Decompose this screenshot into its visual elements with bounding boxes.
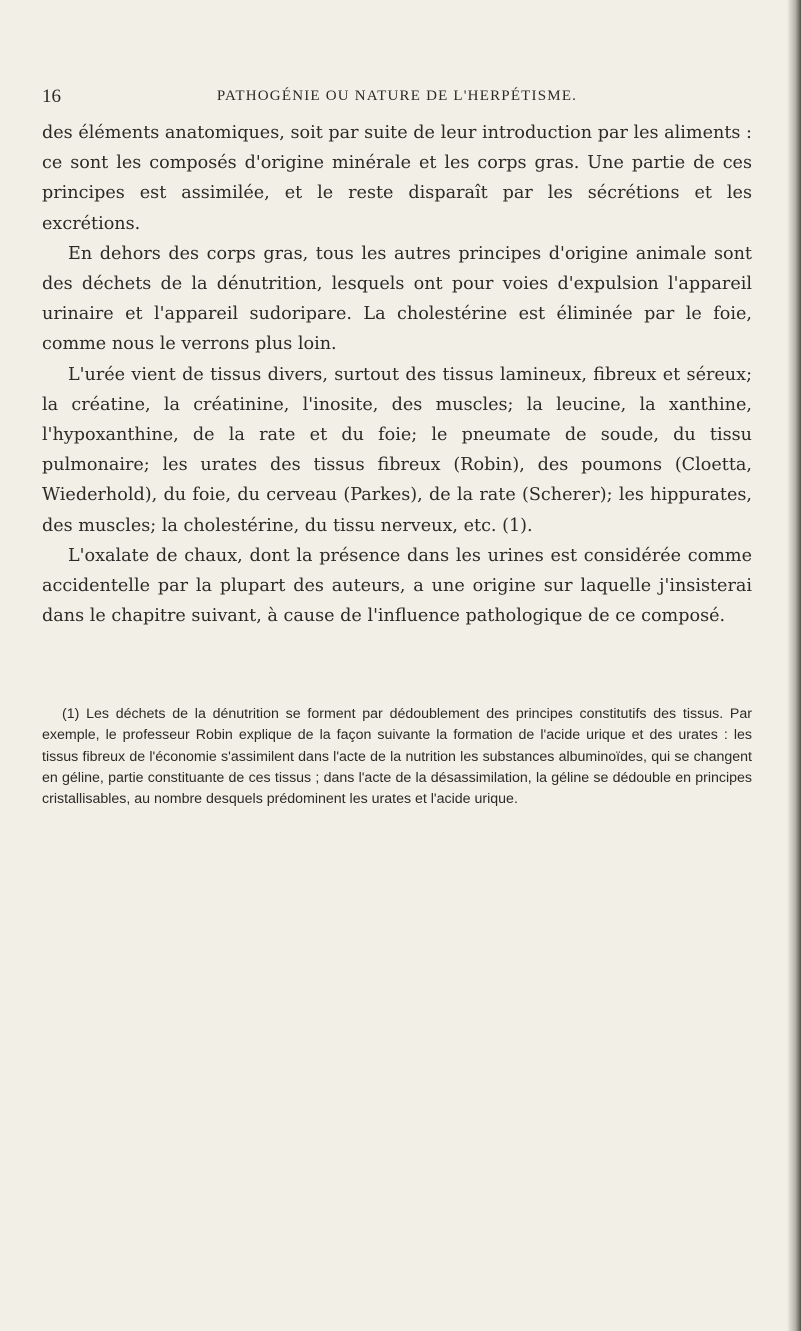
paragraph: L'urée vient de tissus divers, surtout des tissus lamineux, fibreux et séreux; la créatine, la créatinine, l'inosite, des muscles; la leucine, la xanthine, l'hypoxanthine, de la rate et du foie; le pneumate de soude, du tissu pulmonaire; les urates des tissus fibreux (Robin), des poumons (Cloetta, Wiederhold), du foie, du cerveau (Parkes), de la rate (Scherer); les hippurates, des muscles; la cholestérine, du tissu nerveux, etc. (1). — [42, 364, 752, 536]
running-title: PATHOGÉNIE OU NATURE DE L'HERPÉTISME. — [216, 88, 578, 104]
body-text — [42, 118, 752, 631]
footnotes — [42, 704, 752, 810]
footnote: (1) Les déchets de la dénutrition se forment par dédoublement des principes constitutifs des tissus. Par exemple, le professeur Robin explique de la façon suivante la formation de l'acide urique et des urates : les tissus fibreux de l'économie s'assimilent dans l'acte de la nutrition les substances albuminoïdes, qui se changent en géline, partie constituante de ces tissus ; dans l'acte de la désassimilation, la géline se dédouble en principes cristallisables, au nombre desquels prédominent les urates et l'acide urique. — [42, 706, 752, 808]
page-number: 16 — [42, 86, 61, 107]
paragraph: En dehors des corps gras, tous les autres principes d'origine animale sont des déchets de la dénutrition, lesquels ont pour voies d'expulsion l'appareil urinaire et l'appareil sudoripare. La cholestérine est éliminée par le foie, comme nous le verrons plus loin. — [42, 243, 752, 355]
page-edge-shadow — [787, 0, 801, 1331]
paragraph: L'oxalate de chaux, dont la présence dans les urines est considérée comme accidentelle par la plupart des auteurs, a une origine sur laquelle j'insisterai dans le chapitre suivant, à cause de l'influence pathologique de ce composé. — [42, 545, 752, 627]
page-header — [42, 86, 752, 114]
paragraph: des éléments anatomiques, soit par suite de leur introduction par les aliments : ce sont les composés d'origine minérale et les corps gras. Une partie de ces principes est assimilée, et le reste disparaît par les sécrétions et les excrétions. — [42, 123, 752, 234]
